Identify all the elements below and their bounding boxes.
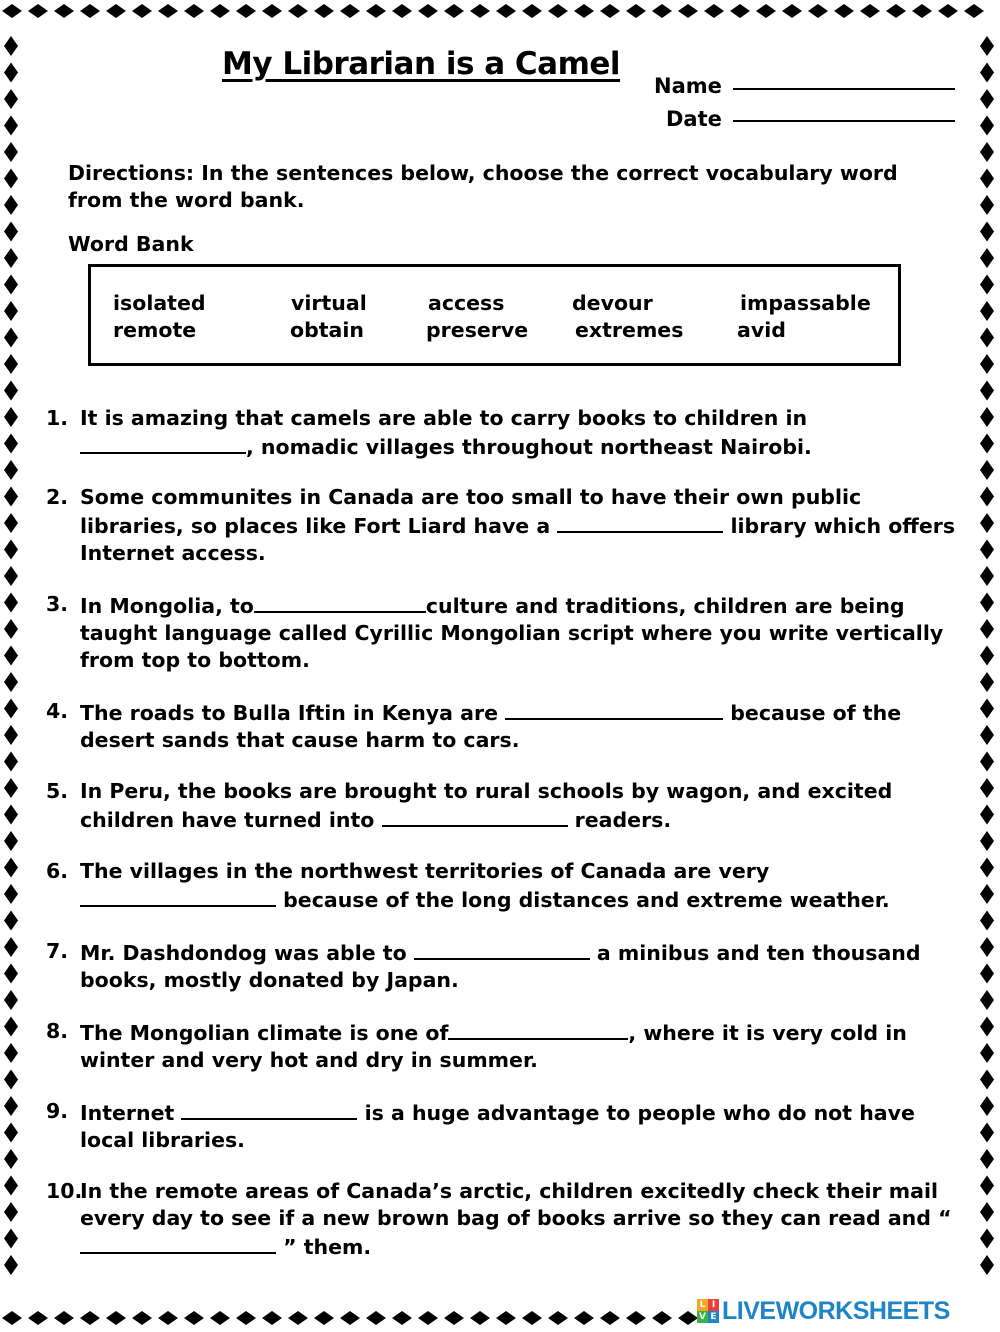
border-diamond (4, 63, 18, 83)
border-diamond (54, 4, 74, 18)
border-diamond (980, 646, 994, 666)
answer-blank-5[interactable] (382, 805, 568, 827)
question-text: The villages in the northwest territories of Canada are very (80, 859, 770, 883)
border-diamond (392, 1311, 412, 1325)
question-number: 10. (46, 1179, 83, 1203)
border-diamond (980, 1017, 994, 1037)
border-diamond (444, 4, 464, 18)
border-diamond (132, 1311, 152, 1325)
border-diamond (980, 1176, 994, 1196)
border-diamond (808, 4, 828, 18)
border-diamond (980, 1229, 994, 1249)
border-diamond (782, 4, 802, 18)
answer-blank-8[interactable] (448, 1018, 628, 1040)
question-6 (46, 858, 956, 914)
border-diamond (496, 1311, 516, 1325)
border-diamond (4, 805, 18, 825)
border-diamond (418, 1311, 438, 1325)
question-9 (46, 1098, 956, 1154)
border-diamond (980, 63, 994, 83)
border-diamond (54, 1311, 74, 1325)
border-diamond (678, 1311, 698, 1325)
border-diamond (28, 4, 48, 18)
border-diamond (980, 222, 994, 242)
border-diamond (4, 672, 18, 692)
question-text: Mr. Dashdondog was able to (80, 941, 414, 965)
border-diamond (4, 248, 18, 268)
border-diamond (980, 778, 994, 798)
border-diamond (4, 911, 18, 931)
border-diamond (4, 1176, 18, 1196)
border-diamond (600, 4, 620, 18)
word-bank-box (88, 264, 901, 366)
border-diamond (980, 1255, 994, 1275)
border-diamond (4, 222, 18, 242)
border-diamond (980, 328, 994, 348)
answer-blank-3[interactable] (254, 591, 426, 613)
border-diamond (980, 275, 994, 295)
question-7 (46, 938, 956, 994)
border-diamond (980, 460, 994, 480)
directions-text: Directions: In the sentences below, choose the correct vocabulary word from the word bank. (68, 161, 898, 212)
border-diamond (980, 195, 994, 215)
answer-blank-2[interactable] (557, 511, 723, 533)
border-diamond (4, 725, 18, 745)
border-diamond (4, 540, 18, 560)
border-diamond (4, 195, 18, 215)
question-text: ” them. (276, 1235, 372, 1259)
question-text: readers. (567, 808, 672, 832)
border-diamond (980, 990, 994, 1010)
border-diamond (288, 4, 308, 18)
word-bank-item: virtual (291, 291, 367, 315)
border-diamond (4, 937, 18, 957)
border-diamond (980, 487, 994, 507)
border-diamond (4, 699, 18, 719)
border-diamond (980, 1149, 994, 1169)
border-diamond (4, 301, 18, 321)
border-diamond (522, 4, 542, 18)
border-diamond (678, 4, 698, 18)
question-text: In the remote areas of Canada’s arctic, children excitedly check their mail every day to see if a new brown bag of books arrive so they can read and “ (80, 1179, 952, 1230)
border-diamond (470, 1311, 490, 1325)
liveworksheets-logo[interactable] (697, 1296, 950, 1326)
question-text: Internet (80, 1101, 182, 1125)
border-diamond (28, 1311, 48, 1325)
border-diamond (4, 328, 18, 348)
worksheet-title: My Librarian is a Camel (222, 46, 621, 82)
word-bank-item: extremes (575, 318, 684, 342)
border-diamond (756, 4, 776, 18)
question-text: In Peru, the books are brought to rural schools by wagon, and excited children have turned into (80, 779, 893, 832)
border-diamond (4, 1043, 18, 1063)
question-text: It is amazing that camels are able to carry books to children in (80, 406, 808, 430)
word-bank-item: remote (113, 318, 197, 342)
border-diamond (980, 672, 994, 692)
border-diamond (366, 1311, 386, 1325)
border-diamond (4, 990, 18, 1010)
question-10 (46, 1178, 956, 1261)
question-number: 1. (46, 406, 69, 430)
border-diamond (262, 4, 282, 18)
border-diamond (80, 4, 100, 18)
border-diamond (2, 1311, 22, 1325)
answer-blank-6[interactable] (80, 885, 276, 907)
question-text: , nomadic villages throughout northeast Nairobi. (246, 435, 812, 459)
word-bank-item: avid (737, 318, 786, 342)
border-diamond (4, 1070, 18, 1090)
question-text: library which offers Internet access. (80, 514, 956, 565)
border-diamond (4, 434, 18, 454)
border-diamond (184, 4, 204, 18)
border-diamond (980, 142, 994, 162)
border-diamond (964, 4, 984, 18)
name-label: Name (654, 74, 722, 98)
question-text: In Mongolia, to (80, 594, 254, 618)
border-diamond (4, 169, 18, 189)
border-diamond (980, 1070, 994, 1090)
border-diamond (4, 884, 18, 904)
border-diamond (4, 487, 18, 507)
answer-blank-4[interactable] (505, 698, 723, 720)
border-diamond (210, 1311, 230, 1325)
liveworksheets-logo-text: LIVEWORKSHEETS (722, 1296, 950, 1325)
border-diamond (470, 4, 490, 18)
border-diamond (4, 89, 18, 109)
border-diamond (980, 36, 994, 56)
border-diamond (418, 4, 438, 18)
border-diamond (980, 434, 994, 454)
word-bank-item: isolated (113, 291, 206, 315)
border-diamond (4, 858, 18, 878)
border-diamond (106, 1311, 126, 1325)
question-text: because of the desert sands that cause harm to cars. (80, 701, 902, 752)
border-diamond (4, 1123, 18, 1143)
question-text: Some communites in Canada are too small to have their own public libraries, so places like Fort Liard have a (80, 485, 862, 538)
border-diamond (4, 778, 18, 798)
border-diamond (980, 540, 994, 560)
border-diamond (4, 1255, 18, 1275)
border-diamond (314, 1311, 334, 1325)
border-diamond (236, 4, 256, 18)
border-diamond (834, 4, 854, 18)
border-diamond (652, 4, 672, 18)
question-text: culture and traditions, children are being taught language called Cyrillic Mongolian script where you write vertically from top to bottom. (80, 594, 944, 672)
question-number: 5. (46, 779, 69, 803)
border-diamond (980, 831, 994, 851)
border-diamond (980, 1202, 994, 1222)
border-diamond (980, 381, 994, 401)
border-diamond (4, 513, 18, 533)
border-diamond (704, 4, 724, 18)
border-diamond (980, 884, 994, 904)
date-field[interactable] (733, 120, 955, 122)
word-bank-item: obtain (290, 318, 365, 342)
word-bank-label: Word Bank (68, 232, 194, 256)
question-number: 7. (46, 939, 69, 963)
border-diamond (980, 593, 994, 613)
border-diamond (980, 566, 994, 586)
border-diamond (4, 1229, 18, 1249)
border-diamond (626, 1311, 646, 1325)
border-diamond (980, 699, 994, 719)
liveworksheets-logo-icon: L I V E (697, 1299, 719, 1323)
border-diamond (980, 964, 994, 984)
border-diamond (980, 1096, 994, 1116)
border-diamond (288, 1311, 308, 1325)
question-text: because of the long distances and extreme weather. (276, 888, 890, 912)
question-number: 9. (46, 1099, 69, 1123)
border-diamond (158, 4, 178, 18)
border-diamond (4, 1202, 18, 1222)
question-8 (46, 1018, 956, 1074)
border-diamond (980, 116, 994, 136)
border-diamond (4, 116, 18, 136)
border-diamond (4, 566, 18, 586)
border-diamond (574, 1311, 594, 1325)
question-1 (46, 405, 956, 461)
border-diamond (980, 752, 994, 772)
answer-blank-1[interactable] (80, 432, 246, 454)
word-bank-item: preserve (426, 318, 529, 342)
border-diamond (980, 725, 994, 745)
border-diamond (548, 4, 568, 18)
border-diamond (4, 381, 18, 401)
border-diamond (980, 89, 994, 109)
border-diamond (980, 248, 994, 268)
question-number: 4. (46, 699, 69, 723)
question-text: The roads to Bulla Iftin in Kenya are (80, 701, 506, 725)
border-diamond (2, 4, 22, 18)
question-number: 2. (46, 485, 69, 509)
border-diamond (652, 1311, 672, 1325)
border-diamond (548, 1311, 568, 1325)
question-text: is a huge advantage to people who do not have local libraries. (80, 1101, 915, 1152)
border-diamond (980, 1123, 994, 1143)
border-diamond (236, 1311, 256, 1325)
border-diamond (158, 1311, 178, 1325)
border-diamond (980, 169, 994, 189)
border-diamond (980, 513, 994, 533)
name-field[interactable] (733, 88, 955, 90)
border-diamond (980, 1043, 994, 1063)
border-diamond (4, 831, 18, 851)
border-diamond (184, 1311, 204, 1325)
border-diamond (262, 1311, 282, 1325)
word-bank-item: impassable (740, 291, 871, 315)
border-diamond (4, 354, 18, 374)
question-number: 8. (46, 1019, 69, 1043)
border-diamond (366, 4, 386, 18)
answer-blank-7[interactable] (414, 938, 590, 960)
question-number: 3. (46, 592, 69, 616)
border-diamond (980, 301, 994, 321)
border-diamond (106, 4, 126, 18)
border-diamond (730, 4, 750, 18)
border-diamond (4, 1096, 18, 1116)
border-diamond (980, 937, 994, 957)
answer-blank-10[interactable] (80, 1232, 276, 1254)
question-text: The Mongolian climate is one of (80, 1021, 449, 1045)
border-diamond (340, 4, 360, 18)
border-diamond (4, 752, 18, 772)
border-diamond (980, 354, 994, 374)
border-diamond (4, 275, 18, 295)
border-diamond (4, 619, 18, 639)
border-diamond (4, 593, 18, 613)
border-diamond (4, 460, 18, 480)
border-diamond (980, 858, 994, 878)
word-bank-item: access (428, 291, 505, 315)
border-diamond (496, 4, 516, 18)
border-diamond (980, 911, 994, 931)
question-number: 6. (46, 859, 69, 883)
border-diamond (980, 407, 994, 427)
border-diamond (132, 4, 152, 18)
border-diamond (886, 4, 906, 18)
border-diamond (980, 805, 994, 825)
border-diamond (80, 1311, 100, 1325)
border-diamond (980, 619, 994, 639)
answer-blank-9[interactable] (181, 1098, 357, 1120)
border-diamond (4, 1017, 18, 1037)
question-5 (46, 778, 956, 834)
border-diamond (912, 4, 932, 18)
border-diamond (4, 407, 18, 427)
border-diamond (210, 4, 230, 18)
border-diamond (392, 4, 412, 18)
border-diamond (4, 36, 18, 56)
border-diamond (4, 646, 18, 666)
border-diamond (938, 4, 958, 18)
question-3 (46, 591, 956, 674)
date-label: Date (666, 107, 722, 131)
border-diamond (626, 4, 646, 18)
border-diamond (600, 1311, 620, 1325)
border-diamond (4, 142, 18, 162)
border-diamond (340, 1311, 360, 1325)
border-diamond (860, 4, 880, 18)
border-diamond (4, 964, 18, 984)
question-text: , where it is very cold in winter and very hot and dry in summer. (80, 1021, 907, 1072)
border-diamond (314, 4, 334, 18)
question-4 (46, 698, 956, 754)
border-diamond (4, 1149, 18, 1169)
word-bank-item: devour (572, 291, 653, 315)
question-2 (46, 484, 956, 567)
border-diamond (574, 4, 594, 18)
question-text: a minibus and ten thousand books, mostly donated by Japan. (80, 941, 921, 992)
border-diamond (444, 1311, 464, 1325)
border-diamond (522, 1311, 542, 1325)
